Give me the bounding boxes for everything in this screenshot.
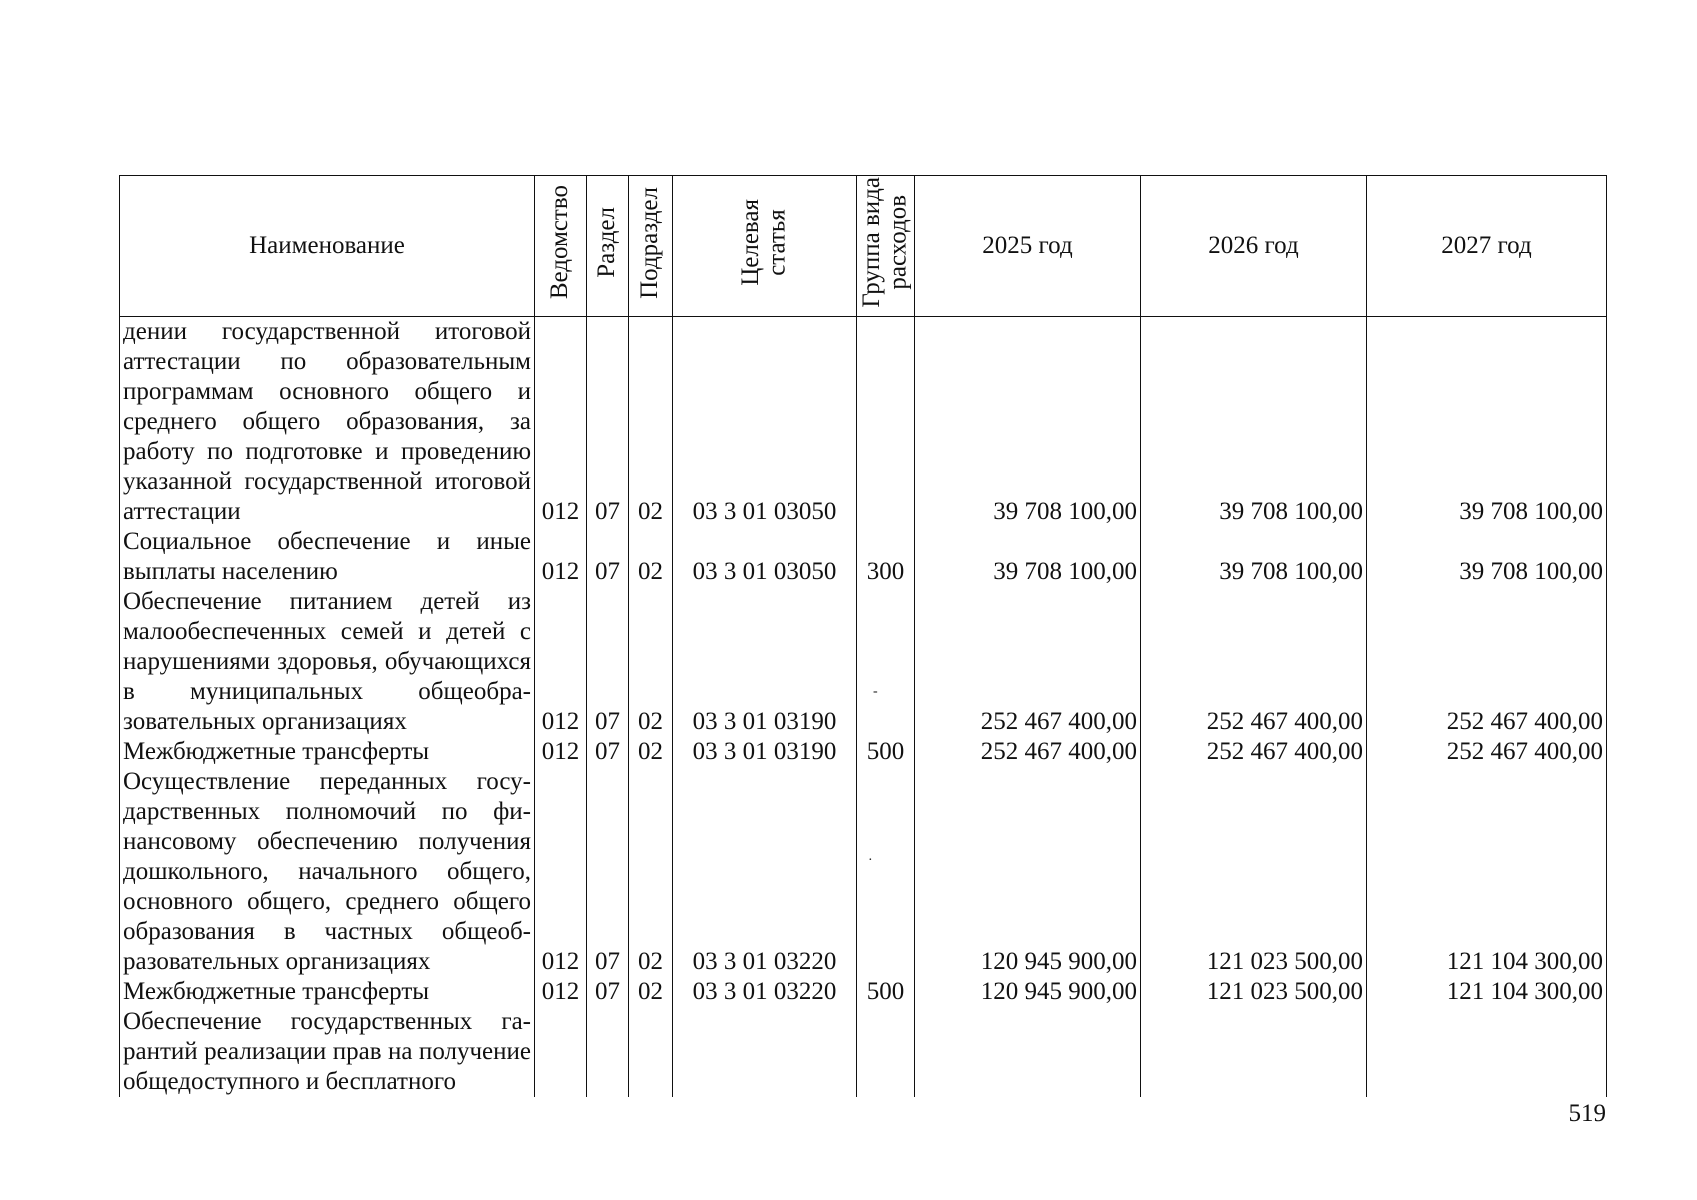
table-row (120, 587, 1607, 737)
row-target-article: 03 3 01 03220 (673, 977, 857, 1007)
table-body (120, 317, 1607, 1098)
row-value-2027: 39 708 100,00 (1367, 317, 1607, 528)
row-value-2026: 121 023 500,00 (1141, 767, 1367, 977)
header-name (120, 176, 535, 317)
row-subsection: 02 (629, 767, 673, 977)
row-section: 07 (587, 977, 629, 1007)
scan-mark: · (868, 853, 873, 868)
row-name: Обеспечение питанием детей из малообеспеченных семей и детей с нарушениями здоровья, обучающихся в муниципальных общеобразовательных организациях (120, 587, 535, 737)
row-value-2027: 121 104 300,00 (1367, 767, 1607, 977)
row-value-2027 (1367, 1007, 1607, 1097)
row-expense-group (857, 767, 915, 977)
table-row (120, 1007, 1607, 1097)
row-target-article: 03 3 01 03190 (673, 587, 857, 737)
header-target-article-label (738, 199, 791, 286)
budget-table-wrapper (119, 175, 1606, 1097)
row-value-2025: 39 708 100,00 (915, 527, 1141, 587)
row-value-2027: 121 104 300,00 (1367, 977, 1607, 1007)
row-section: 07 (587, 317, 629, 528)
row-name: Межбюджетные трансферты (120, 737, 535, 767)
row-target-article: 03 3 01 03190 (673, 737, 857, 767)
table-row (120, 317, 1607, 528)
row-subsection: 02 (629, 587, 673, 737)
header-section (587, 176, 629, 317)
header-subsection (629, 176, 673, 317)
row-value-2025: 120 945 900,00 (915, 767, 1141, 977)
row-name: дении государственной итоговой аттестации по образовательным программам основного общего и среднего общего образования, за работу по подготовке и проведению указанной государственной итоговой аттестации (120, 317, 535, 528)
row-expense-group: 500 (857, 737, 915, 767)
row-subsection: 02 (629, 977, 673, 1007)
row-subsection (629, 1007, 673, 1097)
row-department: 012 (535, 587, 587, 737)
row-value-2025: 252 467 400,00 (915, 587, 1141, 737)
row-value-2025 (915, 1007, 1141, 1097)
header-expense-group-label (859, 177, 912, 308)
header-department-label: Ведомство (546, 185, 574, 300)
scan-mark: - (873, 684, 878, 699)
table-row (120, 977, 1607, 1007)
table-row (120, 737, 1607, 767)
row-subsection: 02 (629, 737, 673, 767)
row-value-2026: 39 708 100,00 (1141, 527, 1367, 587)
header-subsection-label: Подраздел (636, 186, 664, 299)
row-section (587, 1007, 629, 1097)
row-value-2026: 252 467 400,00 (1141, 587, 1367, 737)
row-value-2027: 252 467 400,00 (1367, 737, 1607, 767)
row-department: 012 (535, 977, 587, 1007)
header-year-2025-label: 2025 год (982, 232, 1073, 259)
row-expense-group: 500 (857, 977, 915, 1007)
row-target-article: 03 3 01 03050 (673, 317, 857, 528)
header-target-article-line1: Целевая (737, 199, 765, 286)
header-name-label: Наименование (249, 232, 405, 259)
row-name: Межбюджетные трансферты (120, 977, 535, 1007)
row-department: 012 (535, 317, 587, 528)
header-expense-group-line2: расходов (884, 195, 912, 290)
header-year-2025 (915, 176, 1141, 317)
row-section: 07 (587, 737, 629, 767)
row-value-2026 (1141, 1007, 1367, 1097)
row-target-article (673, 1007, 857, 1097)
header-year-2026 (1141, 176, 1367, 317)
row-expense-group (857, 1007, 915, 1097)
header-target-article-line2: статья (763, 209, 791, 276)
row-value-2026: 39 708 100,00 (1141, 317, 1367, 528)
row-target-article: 03 3 01 03220 (673, 767, 857, 977)
row-value-2025: 39 708 100,00 (915, 317, 1141, 528)
page-number: 519 (1568, 1100, 1606, 1127)
row-section: 07 (587, 527, 629, 587)
table-row (120, 527, 1607, 587)
header-expense-group (857, 176, 915, 317)
row-department: 012 (535, 767, 587, 977)
row-expense-group (857, 317, 915, 528)
row-section: 07 (587, 767, 629, 977)
header-year-2027 (1367, 176, 1607, 317)
row-section: 07 (587, 587, 629, 737)
table-row (120, 767, 1607, 977)
row-value-2025: 120 945 900,00 (915, 977, 1141, 1007)
row-name: Осуществление переданных государственных полномочий по финансовому обеспечению получения дошкольного, начального общего, основного общего, среднего общего образования в частных общеобразовательных организациях (120, 767, 535, 977)
row-department (535, 1007, 587, 1097)
row-name: Социальное обеспечение и иные выплаты населению (120, 527, 535, 587)
header-expense-group-line1: Группа вида (858, 177, 886, 308)
row-expense-group: 300 (857, 527, 915, 587)
header-year-2026-label: 2026 год (1208, 232, 1299, 259)
row-target-article: 03 3 01 03050 (673, 527, 857, 587)
row-department: 012 (535, 527, 587, 587)
row-value-2026: 252 467 400,00 (1141, 737, 1367, 767)
budget-table (119, 175, 1607, 1097)
row-department: 012 (535, 737, 587, 767)
row-name: Обеспечение государственных гарантий реализации прав на получение общедоступного и бесплатного (120, 1007, 535, 1097)
header-section-label: Раздел (593, 207, 621, 278)
row-expense-group (857, 587, 915, 737)
header-target-article (673, 176, 857, 317)
row-value-2026: 121 023 500,00 (1141, 977, 1367, 1007)
row-subsection: 02 (629, 317, 673, 528)
header-department (535, 176, 587, 317)
row-subsection: 02 (629, 527, 673, 587)
header-year-2027-label: 2027 год (1441, 232, 1532, 259)
row-value-2027: 39 708 100,00 (1367, 527, 1607, 587)
row-value-2025: 252 467 400,00 (915, 737, 1141, 767)
table-header-row (120, 176, 1607, 317)
row-value-2027: 252 467 400,00 (1367, 587, 1607, 737)
